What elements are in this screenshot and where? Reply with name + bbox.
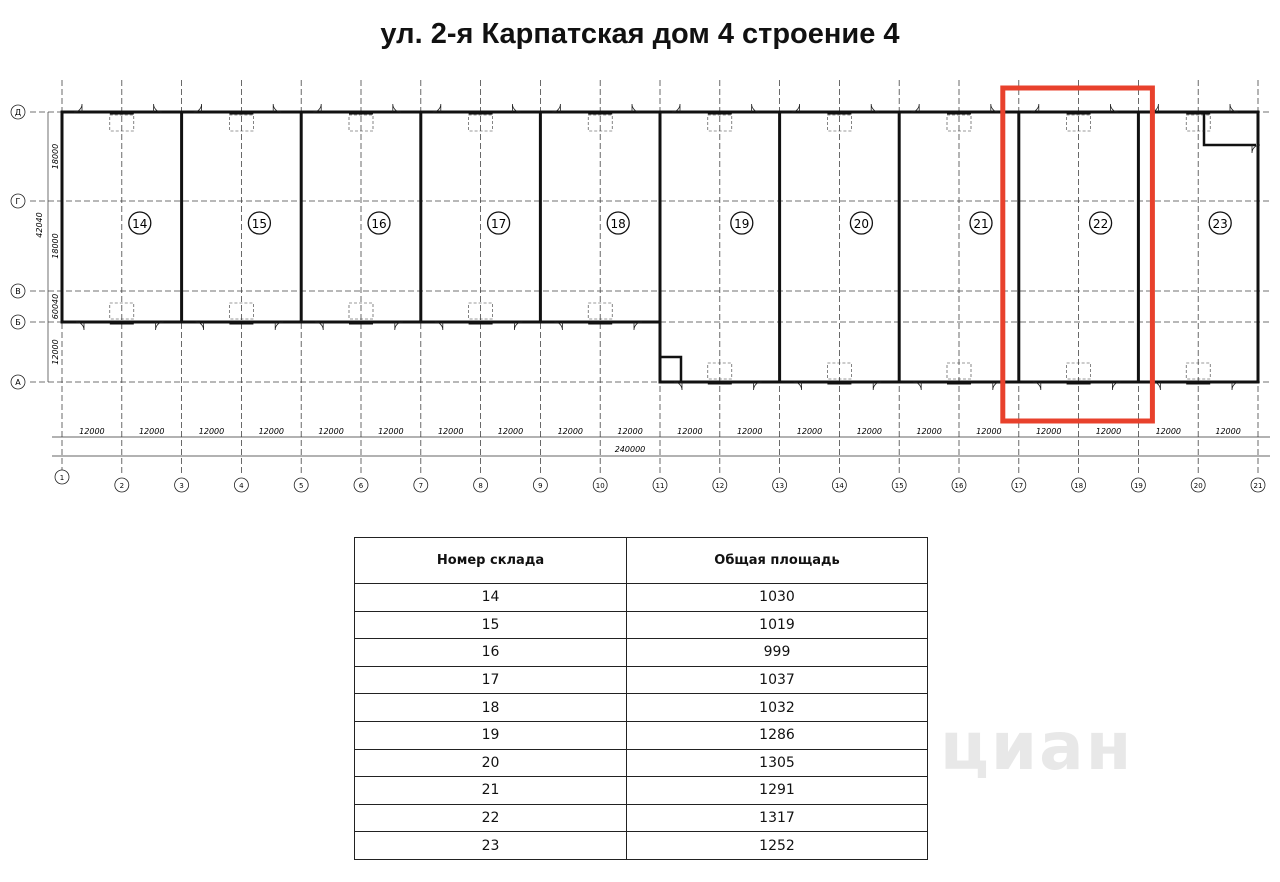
col-axis-label: 3 — [179, 482, 184, 490]
col-axis-label: 8 — [478, 482, 483, 490]
unit-number-label: 19 — [734, 217, 750, 231]
col-axis-label: 20 — [1193, 482, 1203, 490]
loading-dock-gate — [229, 111, 253, 115]
table-row — [355, 832, 928, 860]
col-axis-label: 7 — [418, 482, 424, 490]
loading-dock-gate — [827, 381, 851, 385]
loading-dock-gate — [708, 381, 732, 385]
row-axis-label: В — [15, 287, 21, 296]
table-header-row — [355, 538, 928, 584]
bottom-dimension-label: 12000 — [1215, 427, 1241, 436]
loading-dock-gate — [588, 321, 612, 325]
unit-area-cell: 1317 — [627, 804, 928, 832]
row-axis-label: А — [15, 378, 21, 387]
table-row — [355, 749, 928, 777]
bottom-dimension-label: 12000 — [497, 427, 524, 436]
row-axis-label: Б — [15, 318, 21, 327]
unit-number-cell: 18 — [355, 694, 627, 722]
loading-dock-gate — [947, 111, 971, 115]
loading-dock-gate — [827, 111, 851, 115]
loading-dock-gate — [110, 111, 134, 115]
bottom-dimension-label: 12000 — [258, 427, 285, 436]
bottom-dimension-label: 12000 — [198, 427, 225, 436]
unit-number-cell: 21 — [355, 777, 627, 805]
bottom-dimension-label: 12000 — [916, 427, 942, 436]
unit-number-label: 15 — [251, 217, 268, 231]
bottom-dimension-label: 12000 — [378, 427, 404, 436]
unit-number-label: 21 — [973, 217, 989, 231]
loading-dock-gate — [1186, 111, 1210, 115]
table-row — [355, 611, 928, 639]
table-row — [355, 694, 928, 722]
loading-dock-gate — [1067, 381, 1091, 385]
unit-number-cell: 15 — [355, 611, 627, 639]
loading-dock-gate — [708, 111, 732, 115]
unit-area-cell: 1252 — [627, 832, 928, 860]
unit-number-cell: 19 — [355, 721, 627, 749]
unit-area-cell: 1037 — [627, 666, 928, 694]
row-axis-label: Г — [15, 197, 21, 206]
service-room-wall — [1204, 112, 1256, 145]
unit-number-label: 14 — [132, 217, 148, 231]
bottom-dimension-label: 12000 — [976, 427, 1002, 436]
watermark: циан — [940, 708, 1134, 785]
unit-area-cell: 1305 — [627, 749, 928, 777]
bottom-dimension-label: 12000 — [796, 427, 823, 436]
table-row — [355, 639, 928, 667]
unit-area-cell: 1019 — [627, 611, 928, 639]
bottom-dimension-label: 12000 — [736, 427, 763, 436]
highlighted-unit-frame — [1003, 88, 1153, 421]
unit-number-cell: 20 — [355, 749, 627, 777]
loading-dock-gate — [588, 111, 612, 115]
loading-dock-gate — [1067, 111, 1091, 115]
bottom-dimension-label: 12000 — [1155, 427, 1182, 436]
unit-number-cell: 22 — [355, 804, 627, 832]
unit-area-cell: 1286 — [627, 721, 928, 749]
col-axis-label: 19 — [1133, 482, 1143, 490]
service-room-wall — [660, 357, 681, 382]
bottom-dimension-label: 12000 — [437, 427, 464, 436]
table-row — [355, 777, 928, 805]
unit-number-label: 17 — [490, 217, 507, 231]
col-axis-label: 6 — [358, 482, 364, 490]
unit-number-label: 16 — [371, 217, 387, 231]
unit-area-cell: 1032 — [627, 694, 928, 722]
col-axis-label: 13 — [775, 482, 785, 490]
left-total-dimension: 42040 — [35, 212, 44, 238]
bottom-dimension-label: 12000 — [79, 427, 105, 436]
unit-area-cell: 1030 — [627, 584, 928, 612]
bottom-dimension-label: 12000 — [557, 427, 584, 436]
unit-number-cell: 23 — [355, 832, 627, 860]
bottom-dimension-label: 12000 — [856, 427, 883, 436]
unit-number-label: 22 — [1092, 217, 1109, 231]
table-row — [355, 804, 928, 832]
row-axis-label: Д — [14, 108, 22, 117]
bottom-dimension-label: 12000 — [617, 427, 643, 436]
header-unit-number: Номер склада — [355, 538, 627, 584]
col-axis-label: 9 — [538, 482, 543, 490]
header-total-area: Общая площадь — [627, 538, 928, 584]
page-title: ул. 2-я Карпатская дом 4 строение 4 — [380, 18, 900, 50]
unit-number-cell: 14 — [355, 584, 627, 612]
unit-area-cell: 999 — [627, 639, 928, 667]
unit-number-label: 18 — [610, 217, 626, 231]
unit-number-cell: 16 — [355, 639, 627, 667]
loading-dock-gate — [349, 111, 373, 115]
col-axis-label: 5 — [298, 482, 304, 490]
col-axis-label: 21 — [1253, 482, 1263, 490]
col-axis-label: 15 — [894, 482, 904, 490]
bottom-dimension-label: 12000 — [677, 427, 703, 436]
loading-dock-gate — [229, 321, 253, 325]
loading-dock-gate — [349, 321, 373, 325]
loading-dock-gate — [469, 111, 493, 115]
table-row — [355, 666, 928, 694]
col-axis-label: 14 — [834, 482, 844, 490]
col-axis-label: 4 — [239, 482, 244, 490]
table-row — [355, 584, 928, 612]
col-axis-label: 18 — [1074, 482, 1084, 490]
area-table — [354, 537, 928, 860]
col-axis-label: 2 — [119, 482, 125, 490]
left-dimension-label: 18000 — [51, 143, 60, 170]
loading-dock-gate — [947, 381, 971, 385]
table-row — [355, 721, 928, 749]
left-dimension-label: 18000 — [51, 233, 60, 259]
col-axis-label: 11 — [655, 482, 665, 490]
unit-number-cell: 17 — [355, 666, 627, 694]
left-dimension-label: 12000 — [51, 339, 60, 365]
unit-number-label: 23 — [1212, 217, 1228, 231]
col-axis-label: 1 — [59, 474, 65, 482]
bottom-dimension-label: 12000 — [1035, 427, 1062, 436]
loading-dock-gate — [469, 321, 493, 325]
bottom-dimension-label: 12000 — [1095, 427, 1122, 436]
col-axis-label: 12 — [715, 482, 725, 490]
unit-area-cell: 1291 — [627, 777, 928, 805]
unit-number-label: 20 — [853, 217, 870, 231]
col-axis-label: 17 — [1014, 482, 1024, 490]
loading-dock-gate — [110, 321, 134, 325]
bottom-dimension-label: 12000 — [318, 427, 344, 436]
left-dimension-label: 60040 — [51, 293, 60, 320]
col-axis-label: 10 — [595, 482, 605, 490]
bottom-dimension-label: 12000 — [138, 427, 165, 436]
col-axis-label: 16 — [954, 482, 964, 490]
loading-dock-gate — [1186, 381, 1210, 385]
bottom-total-dimension: 240000 — [614, 445, 646, 454]
